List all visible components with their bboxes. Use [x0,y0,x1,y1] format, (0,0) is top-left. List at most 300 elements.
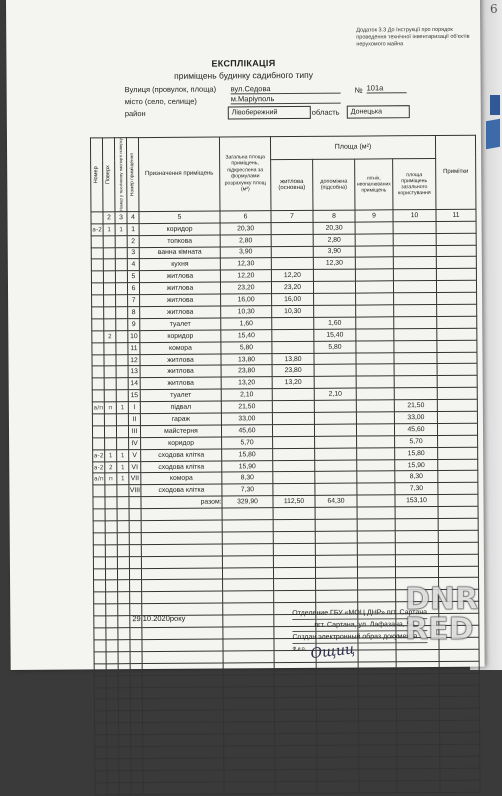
table-cell: 14 [128,378,140,390]
table-cell [437,304,477,316]
table-cell [142,579,223,591]
table-cell [393,245,436,257]
table-cell [272,317,314,329]
table-cell [117,521,129,533]
table-cell [115,271,127,283]
table-cell [394,364,437,376]
table-cell [103,247,115,259]
table-cell [438,494,478,506]
table-cell [317,745,359,757]
table-cell: підвал [140,401,221,413]
table-cell [119,782,131,794]
table-cell [315,472,357,484]
table-cell [141,544,222,556]
table-cell [317,781,359,793]
table-cell: 1 [117,473,129,485]
table-cell [355,257,393,269]
table-cell: 7,30 [222,484,273,496]
table-cell: сходова клітка [141,449,222,461]
col-header-auxiliary: допоміжна (підсобна) [313,159,355,210]
table-cell [272,329,314,341]
table-cell [93,497,105,509]
table-cell [275,722,317,734]
table-cell: 1 [105,449,117,461]
table-cell: 2,80 [313,234,355,246]
table-cell [440,732,480,744]
table-cell [359,769,397,781]
table-cell [438,471,478,483]
table-cell: а/п [92,402,104,414]
table-cell [356,293,394,305]
table-cell [93,545,105,557]
table-cell [119,723,131,735]
table-cell: топкова [139,235,220,247]
table-cell [106,699,118,711]
table-cell [105,485,117,497]
table-cell [356,329,394,341]
table-cell [118,711,130,723]
col-number: 8 [313,210,355,222]
table-cell: 153,10 [395,495,438,507]
table-cell [357,554,395,566]
table-cell [395,554,438,566]
table-cell: 12,30 [313,258,355,270]
table-cell [107,759,119,771]
table-cell [440,744,480,756]
table-cell: сходова клітка [141,461,222,473]
table-cell: 2 [127,235,139,247]
table-cell [92,414,104,426]
table-cell [142,651,223,663]
table-cell [95,735,107,747]
table-cell: 10 [128,330,140,342]
table-cell [95,759,107,771]
table-cell [91,259,103,271]
table-cell [130,592,142,604]
table-cell [95,782,107,794]
table-cell: майстерня [140,425,221,437]
table-cell [118,604,130,616]
table-cell [93,533,105,545]
table-cell: 12,20 [220,270,271,282]
table-cell [316,697,358,709]
table-cell [223,698,274,710]
table-cell [103,283,115,295]
table-cell [130,687,142,699]
table-cell [222,567,273,579]
table-cell [117,485,129,497]
table-cell: 33,00 [221,413,272,425]
table-cell: 5 [127,271,139,283]
table-cell [129,544,141,556]
table-cell [223,662,274,674]
table-cell [358,662,396,674]
table-cell: 21,50 [394,400,437,412]
table-cell: коридор [139,223,220,235]
table-cell: 3,90 [313,246,355,258]
table-cell [118,640,130,652]
col-header-total-area: Загальна площа приміщень, підкреслена за формулами розрахунку площ (м²) [219,137,271,211]
table-cell [439,708,479,720]
table-cell [119,770,131,782]
table-cell [438,506,478,518]
col-header-summer: літніх, неопалюваних приміщень [355,159,393,210]
table-cell [93,485,105,497]
table-cell [94,604,106,616]
table-cell [397,768,440,780]
stamp-line: Отделение ГБУ «МОЦ ДНР» пгт. Сартана [292,607,427,620]
table-cell [130,651,142,663]
table-cell: комора [140,342,221,354]
table-cell [394,388,437,400]
table-cell [358,697,396,709]
table-cell [273,519,315,531]
table-cell [142,698,223,710]
number-label: № [354,85,363,95]
table-cell [274,579,316,591]
table-cell [116,295,128,307]
table-cell [222,543,273,555]
table-cell [223,686,274,698]
table-cell [224,746,275,758]
table-cell: 5,70 [222,436,273,448]
table-cell [438,435,478,447]
table-cell [130,640,142,652]
table-cell [142,591,223,603]
table-cell [396,661,439,673]
table-cell [118,699,130,711]
table-cell [355,233,393,245]
table-cell [316,590,358,602]
table-cell [93,568,105,580]
table-cell [115,259,127,271]
table-cell [95,723,107,735]
table-cell [316,579,358,591]
table-cell: житлова [139,270,220,282]
table-cell: VI [129,461,141,473]
table-cell [314,376,356,388]
table-cell [315,543,357,555]
table-cell [91,235,103,247]
table-cell [355,281,393,293]
table-cell [315,531,357,543]
table-cell: комора [141,472,222,484]
table-cell [355,269,393,281]
table-cell [356,305,394,317]
col-header-purpose: Призначення приміщень [138,137,220,211]
table-cell: 7,30 [395,483,438,495]
table-cell [393,233,436,245]
col-header-floor: Поверх [102,138,115,212]
table-cell [104,354,116,366]
table-cell [397,733,440,745]
table-cell [222,532,273,544]
col-number: 7 [271,210,313,222]
table-cell [118,651,130,663]
table-cell [275,757,317,769]
table-cell [93,509,105,521]
table-cell: 12 [128,354,140,366]
table-cell [94,580,106,592]
table-cell [104,378,116,390]
table-cell [395,542,438,554]
table-cell [315,460,357,472]
table-cell [438,542,478,554]
table-cell [224,757,275,769]
table-cell [106,616,118,628]
table-cell [397,721,440,733]
table-cell [130,628,142,640]
table-cell [356,388,394,400]
table-cell [104,307,116,319]
table-cell [143,722,224,734]
table-cell [315,555,357,567]
table-cell [118,580,130,592]
table-cell: 7 [128,295,140,307]
table-cell [106,652,118,664]
table-cell [224,734,275,746]
table-cell: туалет [140,318,221,330]
table-cell [117,497,129,509]
table-cell: 21,50 [221,401,272,413]
table-cell [94,616,106,628]
table-cell [131,770,143,782]
col-header-area-group: Площа (м²) [270,136,435,160]
table-cell [437,316,477,328]
table-cell [359,721,397,733]
table-cell: кухня [139,258,220,270]
table-cell: 15,80 [222,448,273,460]
table-cell [92,295,104,307]
table-cell [437,340,477,352]
table-cell: 45,60 [394,423,437,435]
table-cell [115,283,127,295]
table-cell [356,364,394,376]
table-cell [116,342,128,354]
table-cell [117,568,129,580]
table-cell [437,352,477,364]
table-cell [396,697,439,709]
table-cell [106,640,118,652]
table-cell [143,770,224,782]
table-cell: 10,30 [221,306,272,318]
table-cell [394,340,437,352]
table-cell: а-2 [91,224,103,236]
table-cell [394,352,437,364]
table-cell [131,723,143,735]
street-value: вул.Седова [231,84,341,95]
table-cell: VII [129,473,141,485]
document-title: ЕКСПЛІКАЦІЯ [211,58,276,69]
table-cell [439,661,479,673]
table-cell: 1 [117,461,129,473]
table-cell [105,521,117,533]
fio-label: Ф.и.о. [292,645,307,653]
table-cell: 11 [128,342,140,354]
table-cell [222,520,273,532]
table-cell [356,376,394,388]
table-cell [141,532,222,544]
table-cell: 329,90 [222,496,273,508]
table-cell [141,508,222,520]
table-cell [314,365,356,377]
col-number: 11 [436,209,476,221]
table-cell: 2 [104,331,116,343]
table-cell [439,649,479,661]
table-cell: гараж [140,413,221,425]
table-cell [118,616,130,628]
table-cell [357,495,395,507]
table-cell [355,222,393,234]
table-cell [314,353,356,365]
table-cell [117,437,129,449]
table-cell: туалет [140,389,221,401]
table-cell: 15 [128,390,140,402]
table-cell [131,782,143,794]
table-cell [116,426,128,438]
table-cell [129,497,141,509]
table-cell [107,723,119,735]
table-cell: 5,80 [314,341,356,353]
col-number: 9 [355,210,393,222]
table-cell [92,378,104,390]
table-cell [394,328,437,340]
table-cell [314,400,356,412]
table-cell [355,245,393,257]
table-cell [272,389,314,401]
table-cell [440,768,480,780]
table-cell [314,412,356,424]
table-cell [129,509,141,521]
table-cell [119,735,131,747]
table-cell [116,390,128,402]
col-header-room-number: Номер приміщення [126,138,139,212]
table-cell [141,520,222,532]
table-cell [107,735,119,747]
table-cell [223,674,274,686]
table-cell [357,543,395,555]
table-cell: житлова [140,377,221,389]
table-cell: 112,50 [273,496,315,508]
table-cell [116,319,128,331]
table-cell [436,269,476,281]
table-cell [356,412,394,424]
table-cell [118,687,130,699]
table-cell [273,484,315,496]
table-cell: 15,40 [221,329,272,341]
table-cell [357,519,395,531]
table-cell [359,745,397,757]
table-cell [393,221,436,233]
table-cell [93,438,105,450]
table-cell [95,747,107,759]
table-cell: 33,00 [394,412,437,424]
table-cell [438,530,478,542]
district-label: район [124,109,146,119]
table-cell [93,557,105,569]
table-cell [104,342,116,354]
table-cell [107,782,119,794]
table-cell [313,269,355,281]
table-cell [117,509,129,521]
col-header-passport: Номер у технічному паспорті поверху [114,138,127,212]
table-cell [358,709,396,721]
table-cell [273,543,315,555]
table-cell [104,414,116,426]
table-cell [396,673,439,685]
table-cell [397,756,440,768]
table-cell [396,709,439,721]
table-cell [119,747,131,759]
table-cell [316,709,358,721]
table-cell [397,744,440,756]
table-cell [116,307,128,319]
table-cell [397,780,440,792]
table-cell [313,281,355,293]
table-cell [274,591,316,603]
table-cell [223,627,274,639]
table-cell: п [104,402,116,414]
table-cell [223,603,274,615]
table-cell: 5,80 [221,341,272,353]
table-cell [356,340,394,352]
table-cell [314,424,356,436]
table-cell [359,780,397,792]
table-cell: а/п [93,473,105,485]
table-cell [103,235,115,247]
table-cell [143,758,224,770]
table-cell [105,497,117,509]
table-cell: 13 [128,366,140,378]
table-cell: 2,10 [221,389,272,401]
table-cell [439,697,479,709]
table-cell [106,592,118,604]
table-cell [105,568,117,580]
table-cell [91,271,103,283]
table-cell: 3 [127,247,139,259]
table-cell [116,414,128,426]
table-cell [92,331,104,343]
table-cell: 4 [127,259,139,271]
table-cell [142,675,223,687]
table-cell [274,686,316,698]
table-cell [107,747,119,759]
table-cell [273,460,315,472]
table-cell [436,280,476,292]
table-cell [141,556,222,568]
table-cell [92,342,104,354]
number-value: 101а [367,83,407,93]
table-cell [92,354,104,366]
table-cell [357,483,395,495]
table-cell: 2 [105,461,117,473]
table-cell: 1,60 [314,317,356,329]
table-cell [315,448,357,460]
corner-mark: 6 [490,2,498,16]
table-cell: 1,60 [221,318,272,330]
table-cell [436,257,476,269]
table-cell: 1 [103,224,115,236]
table-cell: 6 [127,283,139,295]
stamp-line: пгт. Сартана, ул. Лафазана, 54 [292,619,427,632]
table-cell [103,271,115,283]
table-cell [440,720,480,732]
table-cell: 16,00 [272,293,314,305]
table-cell [437,411,477,423]
table-cell [94,592,106,604]
table-cell [275,733,317,745]
table-cell [393,257,436,269]
